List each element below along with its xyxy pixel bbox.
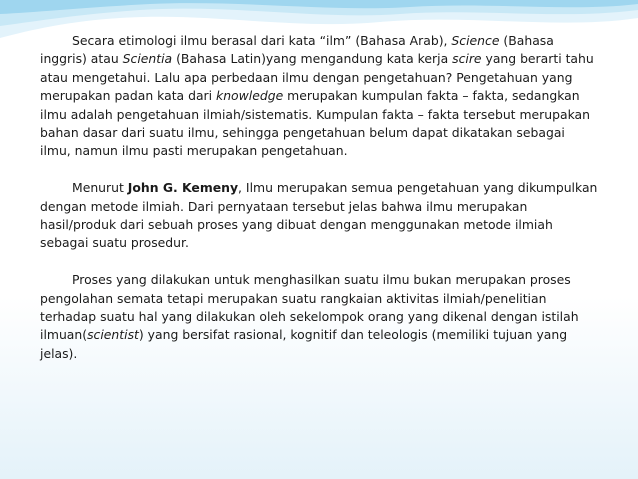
italic-term: Science (451, 33, 500, 48)
text-segment: merupakan kumpulan fakta – fakta, sedangkan ilmu adalah pengetahuan ilmiah/sistematis. Kumpulan fakta – fakta tersebut merupakan bahan dasar dari suatu ilmu, sehingga pengetahuan belum dapat dikatakan sebagai ilmu, namun ilmu pasti merupakan pengetahuan. (40, 88, 590, 159)
body-text (40, 32, 598, 382)
paragraph-etimologi (40, 32, 598, 161)
text-segment: Secara etimologi ilmu berasal dari kata “ilm” (Bahasa Arab), (72, 33, 452, 48)
text-segment: , Ilmu merupakan semua pengetahuan yang dikumpulkan dengan metode ilmiah. Dari pernyataan tersebut jelas bahwa ilmu merupakan hasil/produk dari sebuah proses yang dibuat dengan menggunakan metode ilmiah sebagai suatu prosedur. (40, 180, 598, 251)
italic-term: knowledge (216, 88, 284, 104)
text-segment: Proses yang dilakukan untuk menghasilkan suatu ilmu bukan merupakan proses pengolahan semata tetapi merupakan suatu rangkaian aktivitas ilmiah/penelitian terhadap suatu hal yang dilakukan oleh sekelompok orang yang dikenal dengan istilah ilmuan( (40, 272, 579, 343)
bold-name: John G. Kemeny (127, 180, 239, 196)
text-segment: (Bahasa inggris) atau (40, 33, 554, 67)
italic-term: Scientia (122, 51, 173, 67)
text-segment: yang berarti tahu atau mengetahui. Lalu apa perbedaan ilmu dengan pengetahuan? Pengetahuan yang merupakan padan kata dari (40, 51, 594, 104)
italic-term: scire (452, 51, 482, 67)
paragraph-kemeny (40, 179, 598, 253)
paragraph-proses (40, 271, 598, 363)
text-segment: ) yang bersifat rasional, kognitif dan teleologis (memiliki tujuan yang jelas). (40, 327, 568, 361)
text-segment: (Bahasa Latin)yang mengandung kata kerja (172, 51, 453, 67)
italic-term: scientist (87, 327, 139, 343)
text-segment: Menurut (72, 180, 128, 196)
